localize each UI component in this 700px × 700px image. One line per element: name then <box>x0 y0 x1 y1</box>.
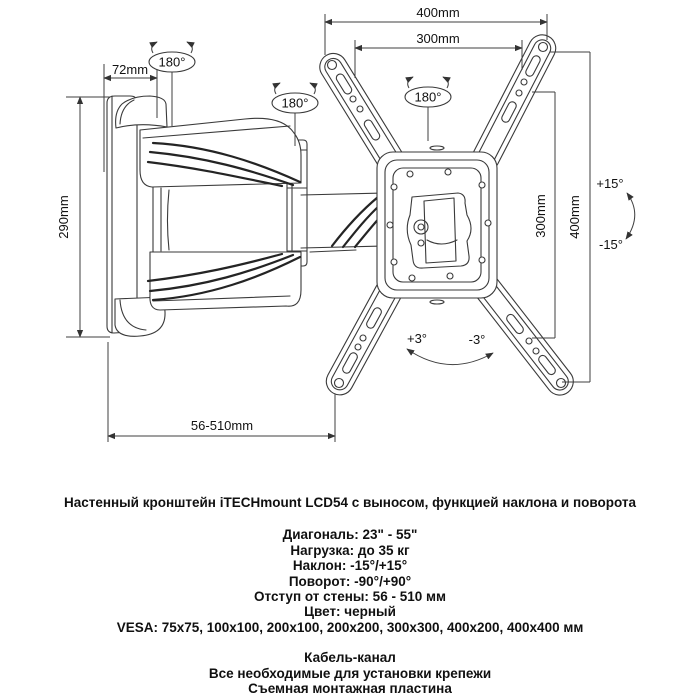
tilt-mechanism <box>407 193 471 268</box>
dim-290mm-label: 290mm <box>56 195 71 239</box>
spec-swivel: Поворот: -90°/+90° <box>288 573 412 589</box>
product-title: Настенный кронштейн iTECHmount LCD54 с выносом, функцией наклона и поворота <box>63 495 637 510</box>
spec-list <box>0 527 700 635</box>
spec-wall-distance: Отступ от стены: 56 - 510 мм <box>254 589 446 605</box>
upper-arm <box>140 118 301 187</box>
lower-arm <box>148 252 301 310</box>
level-annotation <box>407 331 493 365</box>
feature-hardware: Все необходимые для установки крепежи <box>208 665 492 681</box>
dim-extension-label: 56-510mm <box>190 418 254 433</box>
level-plus-label: +3° <box>406 331 428 346</box>
spec-diagonal: Диагональ: 23" - 55" <box>282 527 418 543</box>
rotation-plate-annotation <box>405 77 451 141</box>
dim-72mm-label: 72mm <box>111 62 149 77</box>
feature-list <box>0 650 700 696</box>
spec-color: Цвет: черный <box>304 604 396 620</box>
tilt-up-label: +15° <box>596 176 624 191</box>
level-minus-label: -3° <box>468 332 486 347</box>
hinge-lines <box>153 187 169 252</box>
side-view-arm <box>107 96 385 336</box>
rotation-180-wall-label: 180° <box>158 54 186 70</box>
feature-cable-channel: Кабель-канал <box>304 650 396 666</box>
dim-400mm-top-label: 400mm <box>416 5 460 20</box>
dim-400mm-right-label: 400mm <box>567 195 582 239</box>
spec-load: Нагрузка: до 35 кг <box>290 542 410 558</box>
rotation-180-elbow-label: 180° <box>281 95 309 111</box>
connector-arm <box>301 193 385 252</box>
dim-vesa-height-max <box>550 52 590 382</box>
rotation-180-plate-label: 180° <box>414 89 442 105</box>
dim-vesa-width-mid <box>355 31 522 78</box>
dim-extension <box>108 342 335 442</box>
spec-vesa: VESA: 75x75, 100x100, 200x100, 200x200, 300x300, 400x200, 400x400 мм <box>116 619 584 635</box>
dim-300mm-right-label: 300mm <box>533 194 548 238</box>
dim-300mm-top-label: 300mm <box>416 31 460 46</box>
tilt-down-label: -15° <box>599 237 623 252</box>
spec-tilt: Наклон: -15°/+15° <box>292 558 408 574</box>
description-block <box>0 495 700 696</box>
tilt-annotation <box>596 176 634 252</box>
dim-vesa-height-mid <box>532 92 555 338</box>
feature-plate: Съемная монтажная пластина <box>248 681 452 697</box>
dim-plate-height <box>56 97 110 337</box>
center-plate <box>377 146 497 304</box>
